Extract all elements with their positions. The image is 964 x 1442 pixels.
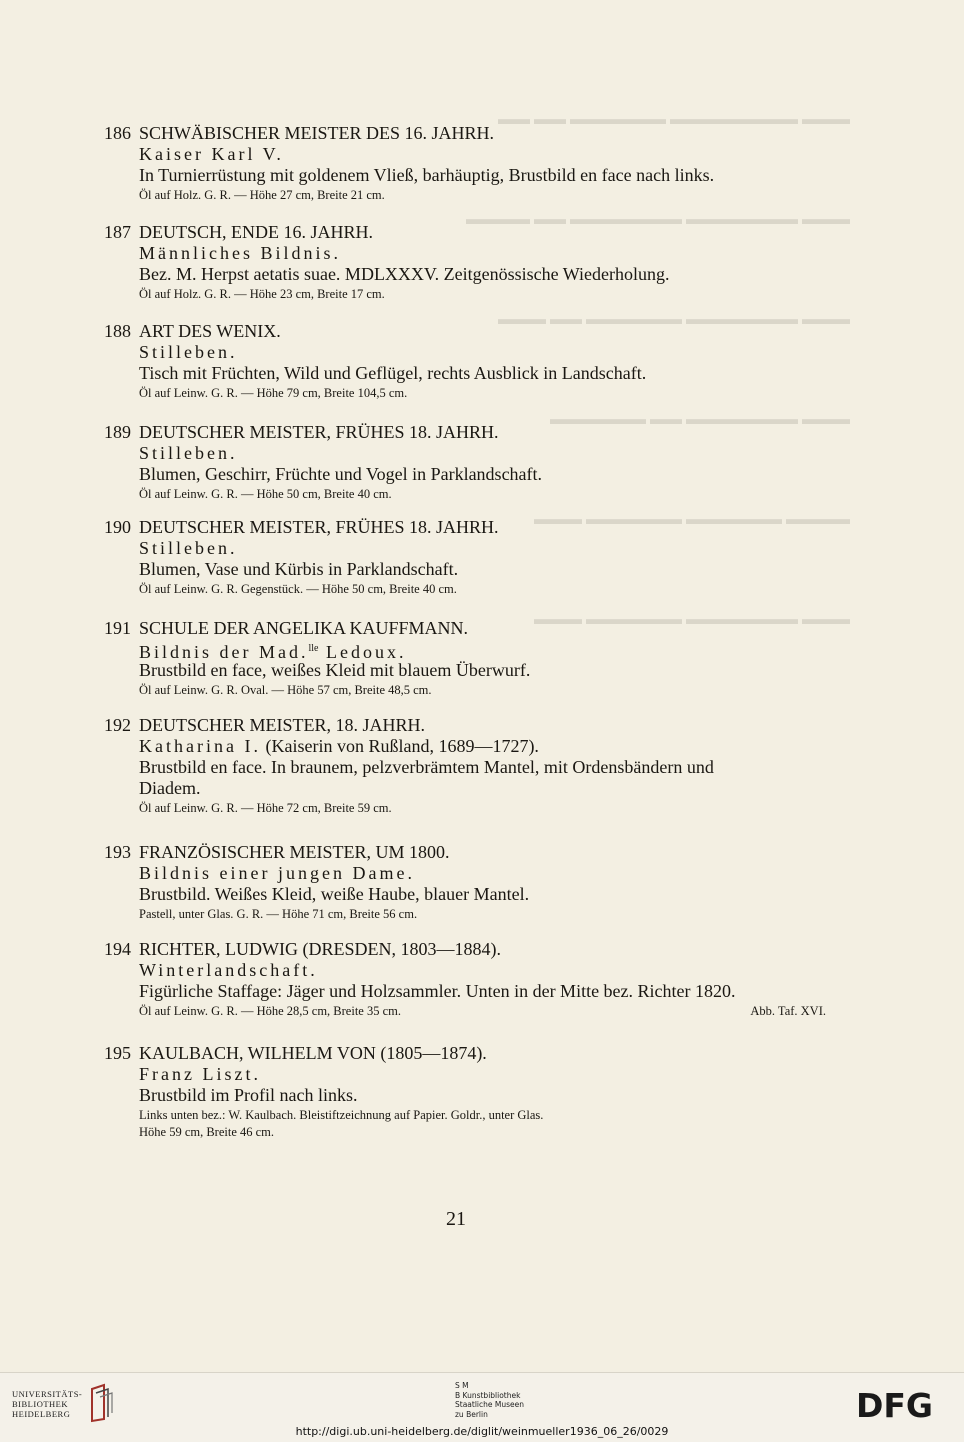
artwork-title-line (139, 442, 238, 464)
artwork-description: Brustbild im Profil nach links. (139, 1085, 358, 1105)
artist-heading: SCHWÄBISCHER MEISTER DES 16. JAHRH. (139, 123, 495, 143)
artwork-title-line (139, 862, 415, 884)
artwork-description: Diadem. (139, 778, 201, 798)
lot-number: 188 (104, 321, 131, 341)
artwork-title: Bildnis einer jungen Dame. (139, 863, 415, 883)
artwork-description: Brustbild en face. In braunem, pelzverbrämtem Mantel, mit Ordensbändern und (139, 757, 714, 777)
artwork-title-line (139, 341, 238, 363)
lot-number: 190 (104, 517, 131, 537)
technical-note: Höhe 59 cm, Breite 46 cm. (139, 1125, 275, 1139)
artwork-title: Winterlandschaft. (139, 960, 318, 980)
artwork-title-line (139, 143, 284, 165)
entry-heading-line (104, 714, 425, 736)
artist-heading: DEUTSCHER MEISTER, 18. JAHRH. (139, 715, 426, 735)
kb-logo-line: B Kunstbibliothek (455, 1390, 521, 1400)
artist-heading: KAULBACH, WILHELM VON (1805—1874). (139, 1043, 487, 1063)
kb-logo-line: S M (455, 1381, 469, 1390)
plate-reference: Abb. Taf. XVI. (750, 1004, 826, 1018)
heidelberg-library-logo[interactable] (12, 1389, 82, 1419)
entry-heading-line (104, 841, 450, 863)
entry-heading-line (104, 516, 499, 538)
page-number: 21 (446, 1208, 466, 1230)
artwork-title-line (139, 242, 341, 264)
uni-logo-line: UNIVERSITÄTS- (12, 1389, 83, 1399)
lot-number: 193 (104, 842, 131, 862)
technical-note: Öl auf Leinw. G. R. — Höhe 28,5 cm, Breite 35 cm. (139, 1004, 401, 1018)
artwork-title-line (139, 735, 539, 757)
uni-logo-line: BIBLIOTHEK (12, 1399, 68, 1409)
technical-note: Öl auf Holz. G. R. — Höhe 27 cm, Breite 21 cm. (139, 188, 385, 202)
artwork-title-line (139, 537, 238, 559)
entry-heading-line (104, 938, 501, 960)
artwork-description: Brustbild. Weißes Kleid, weiße Haube, blauer Mantel. (139, 884, 530, 904)
artwork-title: Männliches Bildnis. (139, 243, 341, 263)
dfg-logo[interactable]: DFG (856, 1386, 934, 1425)
artist-heading: DEUTSCHER MEISTER, FRÜHES 18. JAHRH. (139, 422, 499, 442)
lot-number: 195 (104, 1043, 131, 1063)
entry-heading-line (104, 122, 494, 144)
entry-heading-line (104, 1042, 487, 1064)
artist-heading: FRANZÖSISCHER MEISTER, UM 1800. (139, 842, 450, 862)
lot-number: 191 (104, 618, 131, 638)
entry-heading-line (104, 221, 373, 243)
uni-logo-line: HEIDELBERG (12, 1409, 71, 1419)
artwork-description: Blumen, Vase und Kürbis in Parklandschaft. (139, 559, 459, 579)
artwork-description: Figürliche Staffage: Jäger und Holzsammler. Unten in der Mitte bez. Richter 1820. (139, 981, 736, 1001)
artwork-description: Blumen, Geschirr, Früchte und Vogel in Parklandschaft. (139, 464, 543, 484)
artwork-description: Bez. M. Herpst aetatis suae. MDLXXXV. Zeitgenössische Wiederholung. (139, 264, 670, 284)
bleed-through-text: ▬▬▬ ▬▬▬▬▬▬▬▬ ▬▬▬▬▬▬ ▬▬ ▬▬ ▬▬▬ ▬▬▬▬▬▬▬ ▬▬▬▬▬▬▬ ▬▬ ▬▬▬▬ ▬▬▬ ▬▬▬▬▬▬▬ ▬▬▬▬▬▬ ▬▬ ▬▬▬ ▬▬▬ ▬▬▬▬▬▬▬ ▬▬ ▬▬▬▬▬▬ ▬▬▬▬ ▬▬▬▬▬▬ ▬▬▬▬▬▬ ▬▬▬ ▬▬▬ ▬▬▬▬▬▬▬ ▬▬▬▬▬▬ ▬▬▬ (466, 111, 850, 628)
artwork-title-suffix: Ledoux. (318, 642, 407, 662)
digitization-footer (0, 1372, 964, 1442)
artwork-description: Brustbild en face, weißes Kleid mit blauem Überwurf. (139, 660, 531, 680)
artwork-title-line (139, 1063, 261, 1085)
artwork-title: Stilleben. (139, 342, 238, 362)
technical-note: Öl auf Leinw. G. R. Gegenstück. — Höhe 50 cm, Breite 40 cm. (139, 582, 457, 596)
entry-heading-line (104, 421, 499, 443)
library-emblem-icon (88, 1383, 116, 1423)
permalink-url[interactable]: http://digi.ub.uni-heidelberg.de/diglit/weinmueller1936_06_26/0029 (295, 1425, 669, 1438)
kb-logo-line: Staatliche Museen (455, 1400, 524, 1409)
artwork-description: In Turnierrüstung mit goldenem Vließ, barhäuptig, Brustbild en face nach links. (139, 165, 715, 185)
technical-note: Öl auf Leinw. G. R. — Höhe 79 cm, Breite 104,5 cm. (139, 386, 408, 400)
lot-number: 189 (104, 422, 131, 442)
artwork-description: Tisch mit Früchten, Wild und Geflügel, rechts Ausblick in Landschaft. (139, 363, 647, 383)
entry-heading-line (104, 320, 281, 342)
kb-logo-line: zu Berlin (455, 1409, 488, 1419)
artwork-title-extra: (Kaiserin von Rußland, 1689—1727). (260, 736, 539, 756)
artwork-title: Franz Liszt. (139, 1064, 261, 1084)
artwork-title: Kaiser Karl V. (139, 144, 284, 164)
kunstbibliothek-logo[interactable] (455, 1381, 524, 1419)
artwork-title: Stilleben. (139, 443, 238, 463)
lot-number: 187 (104, 222, 131, 242)
artist-heading: DEUTSCHER MEISTER, FRÜHES 18. JAHRH. (139, 517, 499, 537)
technical-note: Öl auf Holz. G. R. — Höhe 23 cm, Breite 17 cm. (139, 287, 385, 301)
title-superscript: lle (308, 643, 319, 654)
artwork-title: Bildnis der Mad. (139, 642, 309, 662)
artist-heading: DEUTSCH, ENDE 16. JAHRH. (139, 222, 373, 242)
artist-heading: ART DES WENIX. (139, 321, 281, 341)
lot-number: 186 (104, 123, 131, 143)
technical-note: Öl auf Leinw. G. R. — Höhe 50 cm, Breite 40 cm. (139, 487, 392, 501)
lot-number: 194 (104, 939, 131, 959)
technical-note: Öl auf Leinw. G. R. — Höhe 72 cm, Breite 59 cm. (139, 801, 392, 815)
artwork-title: Katharina I. (139, 736, 261, 756)
artwork-title: Stilleben. (139, 538, 238, 558)
artist-heading: SCHULE DER ANGELIKA KAUFFMANN. (139, 618, 469, 638)
artist-heading: RICHTER, LUDWIG (DRESDEN, 1803—1884). (139, 939, 501, 959)
technical-note: Öl auf Leinw. G. R. Oval. — Höhe 57 cm, Breite 48,5 cm. (139, 683, 432, 697)
technical-note: Pastell, unter Glas. G. R. — Höhe 71 cm, Breite 56 cm. (139, 907, 418, 921)
entry-heading-line (104, 617, 468, 639)
technical-note: Links unten bez.: W. Kaulbach. Bleistiftzeichnung auf Papier. Goldr., unter Glas. (139, 1108, 544, 1122)
artwork-title-line (139, 959, 318, 981)
lot-number: 192 (104, 715, 131, 735)
